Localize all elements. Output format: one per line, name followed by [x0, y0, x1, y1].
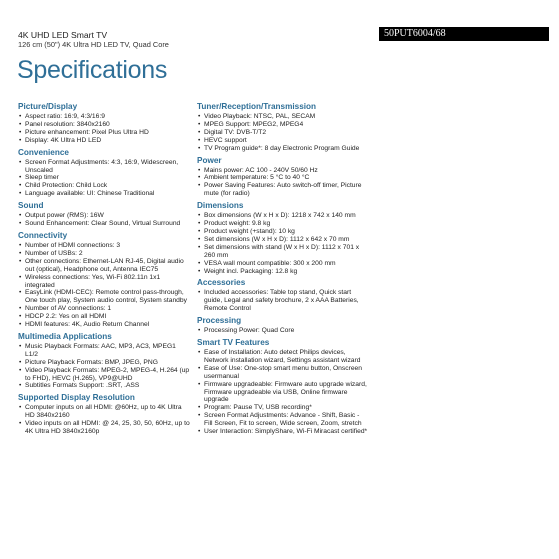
spec-item: • Mains power: AC 100 - 240V 50/60 Hz	[197, 167, 369, 175]
spec-item: • Processing Power: Quad Core	[197, 327, 369, 335]
spec-item: • EasyLink (HDMI-CEC): Remote control pass-through, One touch play, System audio control, System standby	[18, 289, 190, 305]
spec-item: • Computer inputs on all HDMI: @60Hz, up to 4K Ultra HD 3840x2160	[18, 404, 190, 420]
spec-list	[197, 327, 369, 335]
spec-item: • Weight incl. Packaging: 12.8 kg	[197, 268, 369, 276]
spec-item: • Included accessories: Table top stand, Quick start guide, Legal and safety brochure, 2 x AAA Batteries, Remote Control	[197, 289, 369, 313]
spec-list	[18, 113, 190, 145]
spec-list	[18, 242, 190, 329]
section-heading: Power	[197, 155, 222, 165]
spec-list	[18, 343, 190, 390]
section-heading: Accessories	[197, 278, 246, 288]
section-heading: Picture/Display	[18, 102, 78, 111]
spec-section-sound	[18, 201, 190, 228]
spec-section-processing	[197, 316, 369, 335]
section-heading: Supported Display Resolution	[18, 393, 135, 403]
spec-item: • Set dimensions with stand (W x H x D): 1112 x 701 x 260 mm	[197, 244, 369, 260]
spec-list	[197, 349, 369, 436]
spec-item: • Number of AV connections: 1	[18, 305, 190, 313]
right-spec-column	[197, 102, 369, 439]
spec-item: • Product weight: 9.8 kg	[197, 220, 369, 228]
spec-item: • Panel resolution: 3840x2160	[18, 121, 190, 129]
spec-item: • Number of HDMI connections: 3	[18, 242, 190, 250]
spec-item: • User Interaction: SimplyShare, Wi-Fi Miracast certified*	[197, 428, 369, 436]
spec-item: • Digital TV: DVB-T/T2	[197, 129, 369, 137]
spec-item: • Ambient temperature: 5 °C to 40 °C	[197, 174, 369, 182]
spec-item: • Firmware upgradeable: Firmware auto upgrade wizard, Firmware upgradeable via USB, Online firmware upgrade	[197, 381, 369, 405]
spec-item: • Program: Pause TV, USB recording*	[197, 404, 369, 412]
spec-item: • Video Playback: NTSC, PAL, SECAM	[197, 113, 369, 121]
model-number: 50PUT6004/68	[379, 27, 549, 41]
spec-section-tuner-reception-transmission	[197, 102, 369, 153]
spec-item: • Video inputs on all HDMI: @ 24, 25, 30, 50, 60Hz, up to 4K Ultra HD 3840x2160p	[18, 420, 190, 436]
spec-item: • Sleep timer	[18, 174, 190, 182]
spec-list	[197, 113, 369, 153]
spec-item: • Set dimensions (W x H x D): 1112 x 642 x 70 mm	[197, 236, 369, 244]
spec-section-convenience	[18, 148, 190, 199]
section-heading: Processing	[197, 316, 242, 326]
spec-item: • Box dimensions (W x H x D): 1218 x 742 x 140 mm	[197, 212, 369, 220]
spec-item: • Language available: UI: Chinese Traditional	[18, 190, 190, 198]
spec-section-supported-display-resolution	[18, 393, 190, 436]
section-heading: Convenience	[18, 147, 69, 157]
spec-item: • Video Playback Formats: MPEG-2, MPEG-4, H.264 (up to FHD), HEVC (H.265), VP9@UHD	[18, 367, 190, 383]
spec-section-accessories	[197, 278, 369, 313]
spec-item: • HDCP 2.2: Yes on all HDMI	[18, 313, 190, 321]
spec-list	[18, 404, 190, 436]
spec-item: • Screen Format Adjustments: Advance - Shift, Basic - Fill Screen, Fit to screen, Wide screen, Zoom, stretch	[197, 412, 369, 428]
spec-list	[197, 167, 369, 199]
spec-item: • Number of USBs: 2	[18, 250, 190, 258]
spec-section-picture-display	[18, 102, 190, 145]
spec-list	[18, 159, 190, 199]
product-line: 4K UHD LED Smart TV	[18, 30, 108, 40]
spec-item: • Picture enhancement: Pixel Plus Ultra HD	[18, 129, 190, 137]
spec-item: • MPEG Support: MPEG2, MPEG4	[197, 121, 369, 129]
section-heading: Tuner/Reception/Transmission	[197, 102, 317, 111]
spec-section-dimensions	[197, 201, 369, 275]
spec-item: • Picture Playback Formats: BMP, JPEG, PNG	[18, 359, 190, 367]
section-heading: Smart TV Features	[197, 338, 270, 348]
spec-item: • Wireless connections: Yes, Wi-Fi 802.11n 1x1 integrated	[18, 274, 190, 290]
spec-item: • Screen Format Adjustments: 4:3, 16:9, Widescreen, Unscaled	[18, 159, 190, 175]
spec-item: • Other connections: Ethernet-LAN RJ-45, Digital audio out (optical), Headphone out, Antenna IEC75	[18, 258, 190, 274]
spec-item: • Child Protection: Child Lock	[18, 182, 190, 190]
spec-item: • Aspect ratio: 16:9, 4:3/16:9	[18, 113, 190, 121]
spec-item: • Sound Enhancement: Clear Sound, Virtual Surround	[18, 220, 190, 228]
spec-item: • Power Saving Features: Auto switch-off timer, Picture mute (for radio)	[197, 182, 369, 198]
section-heading: Connectivity	[18, 230, 68, 240]
spec-section-power	[197, 156, 369, 199]
spec-item: • Ease of Installation: Auto detect Philips devices, Network installation wizard, Settings assistant wizard	[197, 349, 369, 365]
spec-item: • TV Program guide*: 8 day Electronic Program Guide	[197, 145, 369, 153]
spec-item: • Music Playback Formats: AAC, MP3, AC3, MPEG1 L1/2	[18, 343, 190, 359]
left-spec-column	[18, 102, 190, 439]
spec-list	[197, 212, 369, 275]
spec-item: • Ease of Use: One-stop smart menu button, Onscreen usermanual	[197, 365, 369, 381]
product-subtitle: 126 cm (50") 4K Ultra HD LED TV, Quad Core	[18, 40, 169, 49]
spec-section-connectivity	[18, 231, 190, 329]
spec-item: • VESA wall mount compatible: 300 x 200 mm	[197, 260, 369, 268]
product-header	[18, 30, 169, 49]
spec-item: • HEVC support	[197, 137, 369, 145]
section-heading: Sound	[18, 201, 44, 211]
spec-item: • Product weight (+stand): 10 kg	[197, 228, 369, 236]
spec-section-smart-tv-features	[197, 338, 369, 436]
spec-list	[18, 212, 190, 228]
spec-item: • Display: 4K Ultra HD LED	[18, 137, 190, 145]
spec-item: • Subtitles Formats Support: .SRT, .ASS	[18, 382, 190, 390]
spec-list	[197, 289, 369, 313]
spec-item: • Output power (RMS): 16W	[18, 212, 190, 220]
section-heading: Dimensions	[197, 201, 244, 211]
spec-item: • HDMI features: 4K, Audio Return Channel	[18, 321, 190, 329]
page-title: Specifications	[17, 56, 168, 84]
section-heading: Multimedia Applications	[18, 331, 112, 341]
spec-section-multimedia-applications	[18, 332, 190, 390]
